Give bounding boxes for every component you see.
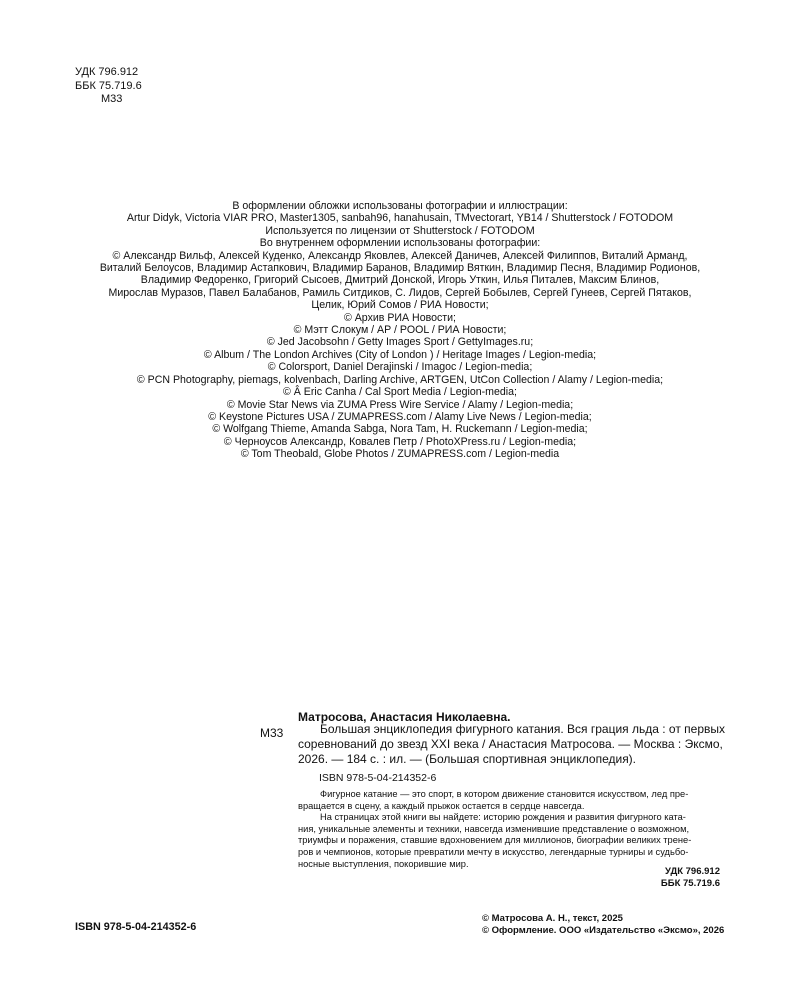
bibliography-description	[298, 722, 738, 767]
bbk-code: ББК 75.719.6	[75, 79, 142, 92]
udk-code: УДК 796.912	[665, 866, 720, 877]
credit-line: Виталий Белоусов, Владимир Астапкович, Владимир Баранов, Владимир Вяткин, Владимир Песня, Владимир Родионов,	[99, 262, 701, 275]
copyright-line: © Матросова А. Н., текст, 2025	[482, 913, 623, 924]
abstract-line: ров и чемпионов, которые превратили мечту в искусство, легендарные турниры и судьбо-	[298, 846, 689, 857]
bbk-code: ББК 75.719.6	[660, 878, 720, 889]
credit-line: © Wolfgang Thieme, Amanda Sabga, Nora Tam, H. Ruckemann / Legion-media;	[212, 423, 588, 436]
bibliography-author: Матросова, Анастасия Николаевна.	[298, 710, 511, 724]
credit-line: Используется по лицензии от Shutterstock / FOTODOM	[265, 224, 535, 237]
abstract-line: На страницах этой книги вы найдете: историю рождения и развития фигурного ката-	[320, 812, 686, 823]
bibliography-isbn: ISBN 978-5-04-214352-6	[319, 772, 437, 784]
abstract-line: носные выступления, покорившие мир.	[298, 858, 469, 869]
credit-line: © Â Eric Canha / Cal Sport Media / Legion-media;	[283, 386, 517, 399]
description-line: Большая энциклопедия фигурного катания. Вся грация льда : от первых	[320, 722, 725, 736]
credit-line: © Jed Jacobsohn / Getty Images Sport / GettyImages.ru;	[266, 336, 534, 349]
udk-code: УДК 796.912	[75, 66, 139, 78]
classification-block-bottom	[560, 866, 720, 890]
credit-line: © Album / The London Archives (City of London ) / Heritage Images / Legion-media;	[203, 348, 597, 361]
copyright-block	[482, 913, 724, 937]
bibliography-author-mark: М33	[260, 726, 284, 740]
isbn-bottom: ISBN 978-5-04-214352-6	[75, 921, 197, 933]
credit-line: Целик, Юрий Сомов / РИА Новости;	[311, 299, 489, 312]
credit-line: Artur Didyk, Victoria VIAR PRO, Master1305, sanbah96, hanahusain, TMvectorart, YB14 / Shutterstock / FOTODOM	[126, 212, 674, 225]
abstract-line: Фигурное катание — это спорт, в котором движение становится искусством, лед пре-	[320, 789, 689, 799]
credit-line: © Александр Вильф, Алексей Куденко, Александр Яковлев, Алексей Даничев, Алексей Филиппов, Виталий Арманд,	[112, 249, 688, 262]
credit-line: Мирослав Муразов, Павел Балабанов, Рамиль Ситдиков, С. Лидов, Сергей Бобылев, Сергей Гунеев, Сергей Пятаков,	[108, 286, 692, 299]
abstract-line: ния, уникальные элементы и техники, навсегда изменившие представление о возможном,	[298, 823, 690, 834]
credit-line: © Архив РИА Новости;	[343, 311, 456, 324]
credit-line: © Keystone Pictures USA / ZUMAPRESS.com / Alamy Live News / Legion-media;	[208, 410, 592, 423]
credit-line: Владимир Федоренко, Григорий Сысоев, Дмитрий Донской, Игорь Уткин, Илья Питалев, Максим Блинов,	[140, 274, 660, 287]
credit-line: © Tom Theobald, Globe Photos / ZUMAPRESS.com / Legion-media	[240, 448, 560, 461]
credit-line: © PCN Photography, piemags, kolvenbach, Darling Archive, ARTGEN, UtCon Collection / Alamy / Legion-media;	[136, 373, 664, 386]
abstract-line: триумфы и поражения, ставшие вдохновением для миллионов, биографии великих трене-	[298, 835, 692, 846]
classification-block-top	[75, 66, 142, 107]
description-line: 2026. — 184 с. : ил. — (Большая спортивная энциклопедия).	[298, 752, 637, 766]
credit-line: © Colorsport, Daniel Derajinski / Imagoc / Legion-media;	[267, 361, 533, 374]
author-mark: М33	[101, 93, 123, 105]
credit-line: В оформлении обложки использованы фотографии и иллюстрации:	[232, 200, 568, 212]
credit-line: Во внутреннем оформлении использованы фотографии:	[259, 237, 541, 250]
photo-credits	[40, 200, 760, 461]
book-abstract	[298, 789, 728, 870]
copyright-line: © Оформление. ООО «Издательство «Эксмо», 2026	[482, 925, 725, 937]
abstract-line: вращается в сцену, а каждый прыжок остается в сердце навсегда.	[298, 800, 585, 811]
description-line: соревнований до звезд XXI века / Анастасия Матросова. — Москва : Эксмо,	[298, 737, 723, 751]
credit-line: © Movie Star News via ZUMA Press Wire Service / Alamy / Legion-media;	[226, 398, 574, 411]
credit-line: © Мэтт Слокум / AP / POOL / РИА Новости;	[293, 324, 507, 337]
credit-line: © Черноусов Александр, Ковалев Петр / PhotoXPress.ru / Legion-media;	[223, 435, 577, 448]
